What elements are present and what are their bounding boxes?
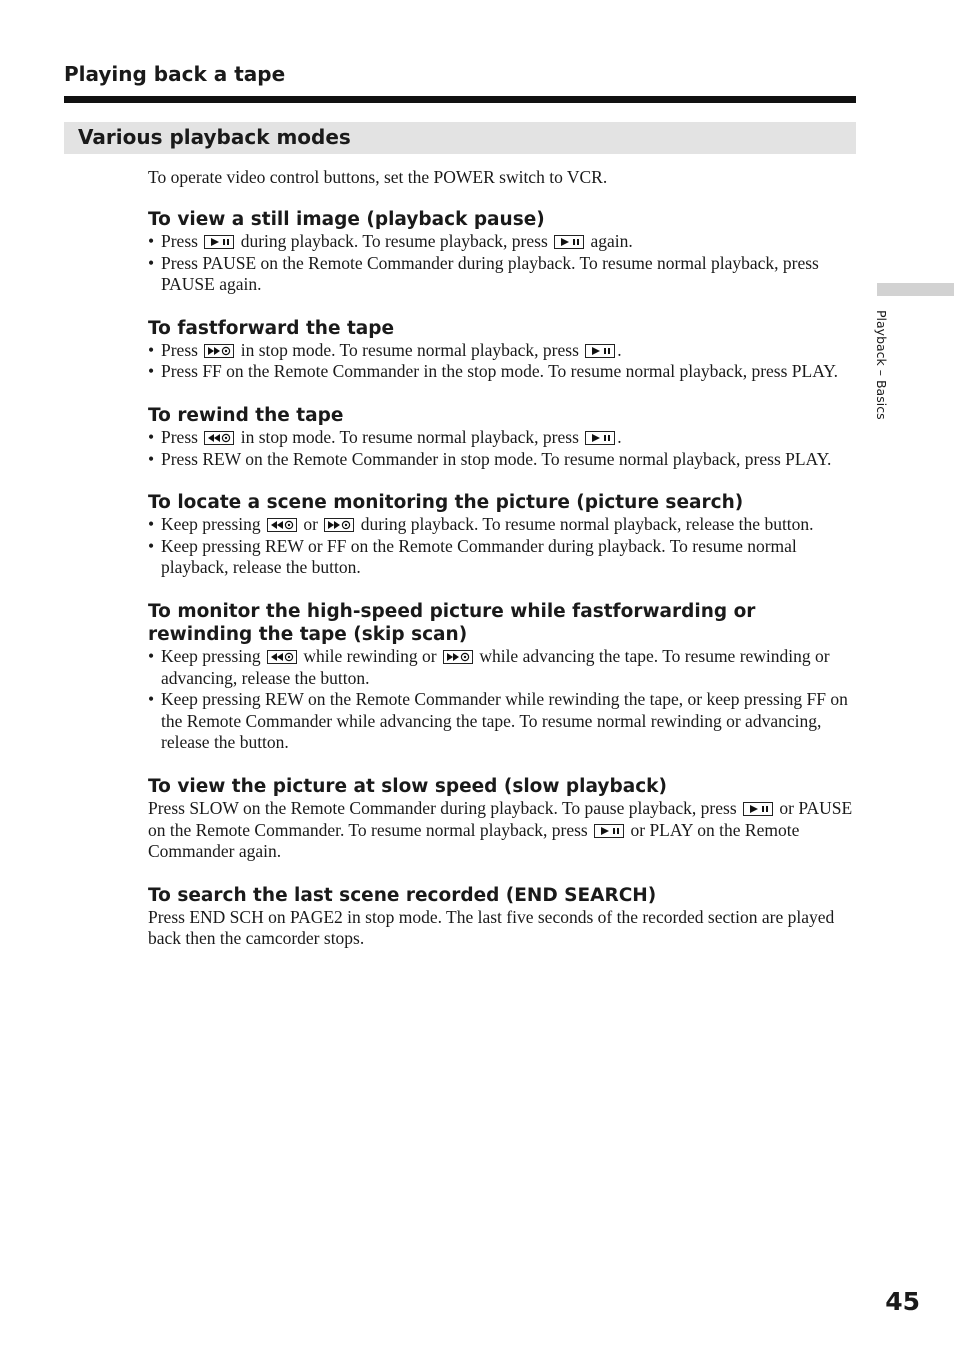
bullet-icon: • [148, 252, 155, 273]
bullet-icon: • [148, 231, 155, 251]
text-run: during playback. To resume normal playback, release the button. [356, 514, 814, 535]
section-heading: To view a still image (playback pause) [148, 209, 545, 230]
intro-text: To operate video control buttons, set the POWER switch to VCR. [148, 167, 608, 187]
text-run: Press [161, 231, 203, 251]
text-run: in stop mode. To resume normal playback, press [236, 339, 584, 360]
play-pause-icon [585, 344, 615, 358]
list-item [148, 231, 856, 253]
play-pause-icon [585, 431, 615, 445]
fast-forward-icon [324, 518, 354, 532]
section-paragraph [148, 907, 856, 950]
rewind-icon [204, 431, 234, 445]
list-item [148, 340, 856, 362]
text-run: Keep pressing [161, 514, 266, 535]
section-paragraph [148, 798, 856, 863]
play-pause-icon [554, 235, 584, 249]
text-run: . [617, 339, 622, 360]
text-run: again. [586, 231, 633, 251]
section [148, 884, 856, 950]
side-tab-bar [877, 283, 954, 296]
section [148, 775, 856, 863]
bullet-icon: • [148, 535, 155, 556]
list-item [148, 689, 856, 754]
text-run: during playback. To resume playback, press [236, 231, 553, 251]
section-heading: To locate a scene monitoring the picture (picture search) [148, 492, 744, 514]
text-run: or PLAY on the Remote Commander again. [148, 819, 800, 862]
play-pause-icon [743, 802, 773, 816]
section [148, 491, 856, 579]
bullet-list [148, 231, 856, 296]
text-run: Keep pressing [161, 645, 266, 666]
text-run: Keep pressing REW or FF on the Remote Commander during playback. To resume normal playback, release the button. [161, 535, 797, 578]
text-run: Press [161, 426, 203, 447]
text-run: or [299, 514, 323, 535]
section-title: Various playback modes [64, 122, 856, 154]
bullet-icon: • [148, 689, 155, 710]
text-run: in stop mode. To resume normal playback, press [236, 426, 584, 447]
section [148, 404, 856, 470]
list-item [148, 361, 856, 383]
bullet-list [148, 427, 856, 470]
chapter-title: Playing back a tape [64, 62, 286, 86]
list-item [148, 449, 856, 471]
main-content [148, 166, 856, 971]
side-tab-label: Playback – Basics [874, 310, 889, 420]
text-run: or PAUSE on the Remote Commander. To resume normal playback, press [148, 797, 853, 840]
list-item [148, 253, 856, 296]
text-run: Press SLOW on the Remote Commander during playback. To pause playback, press [148, 797, 742, 818]
section [148, 600, 856, 754]
fast-forward-icon [204, 344, 234, 358]
text-run: Press FF on the Remote Commander in the stop mode. To resume normal playback, press PLAY. [161, 361, 838, 382]
bullet-list [148, 340, 856, 383]
section-heading: To fastforward the tape [148, 317, 395, 339]
play-pause-icon [594, 824, 624, 838]
bullet-icon: • [148, 361, 155, 382]
text-run: while advancing the tape. To resume rewinding or advancing, release the button. [161, 645, 830, 688]
text-run: Press PAUSE on the Remote Commander during playback. To resume normal playback, press PAUSE again. [161, 252, 819, 295]
text-run: Keep pressing REW on the Remote Commander while rewinding the tape, or keep pressing FF on the Remote Commander while advancing the tape. To resume normal rewinding or advancing, release the button. [161, 689, 848, 753]
text-run: Press [161, 339, 203, 360]
text-run: Press REW on the Remote Commander in stop mode. To resume normal playback, press PLAY. [161, 448, 832, 469]
bullet-icon: • [148, 514, 155, 535]
section [148, 317, 856, 383]
play-pause-icon [204, 235, 234, 249]
section-heading: To search the last scene recorded (END SEARCH) [148, 884, 657, 906]
bullet-icon: • [148, 645, 155, 666]
bullet-list [148, 514, 856, 579]
text-run: while rewinding or [299, 645, 441, 666]
page-number: 45 [885, 1287, 920, 1316]
bullet-icon: • [148, 426, 155, 447]
bullet-icon: • [148, 448, 155, 469]
list-item [148, 536, 856, 579]
list-item [148, 646, 856, 689]
list-item [148, 514, 856, 536]
fast-forward-icon [443, 650, 473, 664]
text-run: Press END SCH on PAGE2 in stop mode. The last five seconds of the recorded section are played back then the camcorder stops. [148, 906, 835, 949]
section-heading: To view the picture at slow speed (slow playback) [148, 775, 667, 797]
rewind-icon [267, 518, 297, 532]
bullet-icon: • [148, 339, 155, 360]
header-rule [64, 96, 856, 103]
list-item [148, 427, 856, 449]
bullet-list [148, 646, 856, 754]
section-heading: To rewind the tape [148, 404, 344, 426]
sections-container [148, 208, 856, 950]
text-run: . [617, 426, 622, 447]
section [148, 208, 856, 296]
section-heading: To monitor the high-speed picture while fastforwarding or rewinding the tape (skip scan) [148, 600, 756, 645]
rewind-icon [267, 650, 297, 664]
